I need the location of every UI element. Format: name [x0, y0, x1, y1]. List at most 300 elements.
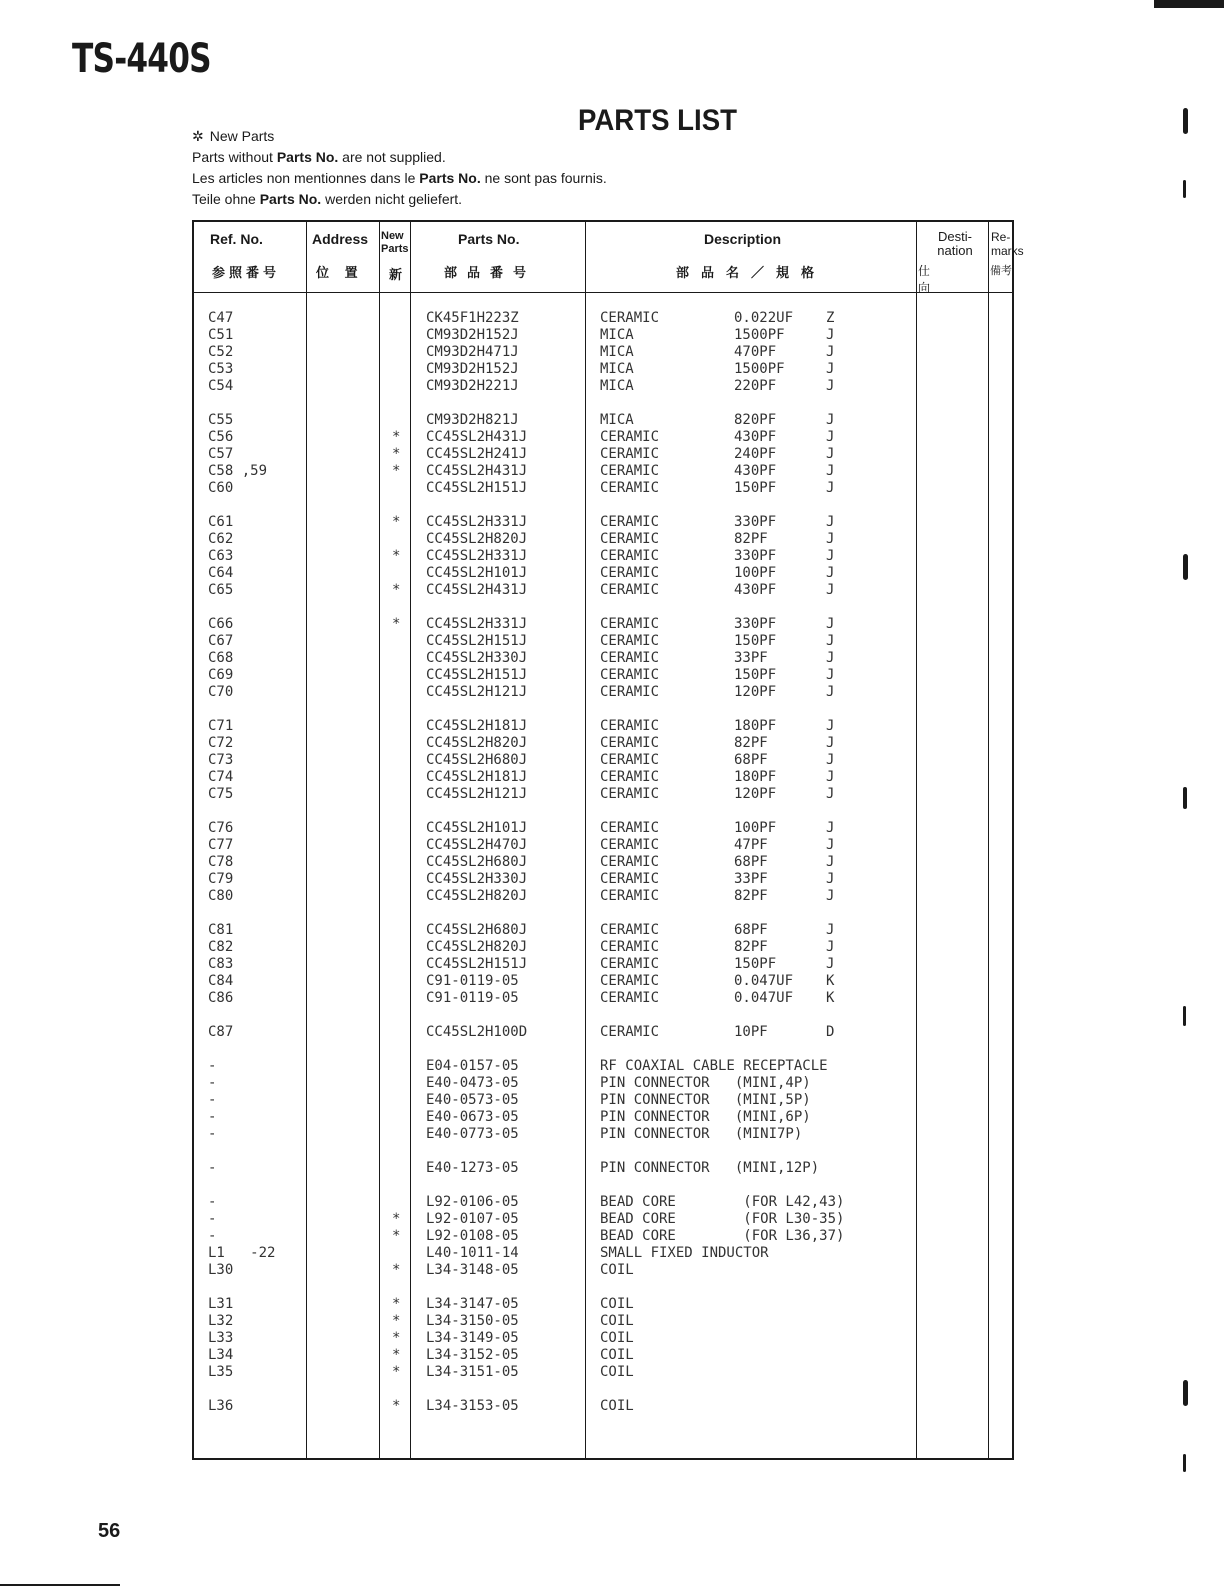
parts-no-cell: CC45SL2H431J [426, 429, 528, 445]
table-row [194, 854, 1012, 871]
table-row [194, 786, 1012, 803]
tolerance-cell: J [826, 820, 835, 836]
value-cell: 1500PF [734, 361, 785, 377]
table-row [194, 463, 1012, 480]
table-row [194, 1058, 1012, 1075]
tolerance-cell: J [826, 633, 835, 649]
parts-no-cell: E04-0157-05 [426, 1058, 519, 1074]
table-row [194, 1398, 1012, 1415]
table-row [194, 548, 1012, 565]
table-row [194, 514, 1012, 531]
parts-no-cell: CM93D2H821J [426, 412, 519, 428]
description-cell: CERAMIC [600, 667, 660, 683]
tolerance-cell: J [826, 650, 835, 666]
parts-no-cell: CK45F1H223Z [426, 310, 519, 326]
ref-no-cell: L31 [208, 1296, 234, 1312]
binding-mark [1183, 1006, 1186, 1026]
ref-no-cell: C81 [208, 922, 234, 938]
parts-no-cell: CC45SL2H181J [426, 769, 528, 785]
binding-mark [1183, 108, 1188, 134]
parts-no-cell: CC45SL2H330J [426, 871, 528, 887]
table-row [194, 922, 1012, 939]
header-destination-jp: 仕 向 [918, 264, 963, 295]
parts-no-cell: CM93D2H221J [426, 378, 519, 394]
parts-no-cell: CC45SL2H680J [426, 922, 528, 938]
tolerance-cell: Z [826, 310, 835, 326]
ref-no-cell: C68 [208, 650, 234, 666]
value-cell: 68PF [734, 752, 768, 768]
new-parts-cell: * [392, 463, 401, 479]
ref-no-cell: - [208, 1160, 217, 1176]
value-cell: 220PF [734, 378, 777, 394]
tolerance-cell: J [826, 327, 835, 343]
parts-no-cell: CC45SL2H820J [426, 939, 528, 955]
tolerance-cell: K [826, 973, 835, 989]
new-parts-cell: * [392, 1347, 401, 1363]
table-row [194, 310, 1012, 327]
description-cell: CERAMIC [600, 854, 660, 870]
description-cell: CERAMIC [600, 531, 660, 547]
value-cell: 430PF [734, 429, 777, 445]
table-row [194, 1075, 1012, 1092]
table-row [194, 956, 1012, 973]
tolerance-cell: J [826, 735, 835, 751]
description-cell: MICA [600, 378, 634, 394]
ref-no-cell: L35 [208, 1364, 234, 1380]
value-cell: 0.047UF [734, 990, 794, 1006]
description-cell: CERAMIC [600, 548, 660, 564]
tolerance-cell: K [826, 990, 835, 1006]
tolerance-cell: J [826, 888, 835, 904]
description-cell: COIL [600, 1313, 634, 1329]
ref-no-cell: C79 [208, 871, 234, 887]
parts-no-cell: L40-1011-14 [426, 1245, 519, 1261]
table-row [194, 1211, 1012, 1228]
ref-no-cell: C72 [208, 735, 234, 751]
table-row [194, 939, 1012, 956]
ref-no-cell: L30 [208, 1262, 234, 1278]
table-row [194, 1228, 1012, 1245]
parts-no-cell: CC45SL2H121J [426, 786, 528, 802]
new-parts-note [192, 126, 607, 147]
table-row [194, 1245, 1012, 1262]
description-cell: CERAMIC [600, 922, 660, 938]
ref-no-cell: C75 [208, 786, 234, 802]
description-cell: CERAMIC [600, 582, 660, 598]
new-parts-cell: * [392, 1211, 401, 1227]
notes [192, 126, 607, 210]
footer-rule [0, 1584, 120, 1586]
ref-no-cell: C69 [208, 667, 234, 683]
tolerance-cell: J [826, 752, 835, 768]
ref-no-cell: L1 -22 [208, 1245, 276, 1261]
value-cell: 330PF [734, 616, 777, 632]
table-row [194, 1126, 1012, 1143]
table-row [194, 769, 1012, 786]
header-ref-no: Ref. No. [210, 231, 263, 247]
value-cell: 100PF [734, 820, 777, 836]
model-name: TS-440S [72, 36, 211, 82]
new-parts-cell: * [392, 429, 401, 445]
parts-no-cell: CC45SL2H101J [426, 565, 528, 581]
tolerance-cell: J [826, 684, 835, 700]
value-cell: 33PF [734, 650, 768, 666]
parts-no-cell: L92-0108-05 [426, 1228, 519, 1244]
new-parts-cell: * [392, 1296, 401, 1312]
ref-no-cell: L36 [208, 1398, 234, 1414]
table-row [194, 327, 1012, 344]
new-parts-cell: * [392, 616, 401, 632]
header-parts-no: Parts No. [458, 231, 520, 247]
description-cell: CERAMIC [600, 939, 660, 955]
ref-no-cell: - [208, 1228, 217, 1244]
description-cell: CERAMIC [600, 837, 660, 853]
description-cell: CERAMIC [600, 752, 660, 768]
parts-no-cell: L34-3151-05 [426, 1364, 519, 1380]
ref-no-cell: C53 [208, 361, 234, 377]
ref-no-cell: - [208, 1075, 217, 1091]
tolerance-cell: J [826, 361, 835, 377]
value-cell: 68PF [734, 922, 768, 938]
parts-no-cell: L92-0106-05 [426, 1194, 519, 1210]
tolerance-cell: J [826, 582, 835, 598]
table-row [194, 344, 1012, 361]
new-parts-cell: * [392, 1364, 401, 1380]
parts-no-cell: CM93D2H152J [426, 327, 519, 343]
description-cell: COIL [600, 1296, 634, 1312]
value-cell: 120PF [734, 786, 777, 802]
table-row [194, 412, 1012, 429]
parts-no-cell: CC45SL2H151J [426, 667, 528, 683]
ref-no-cell: C51 [208, 327, 234, 343]
header-address-jp: 位 置 [316, 265, 364, 280]
value-cell: 33PF [734, 871, 768, 887]
ref-no-cell: C76 [208, 820, 234, 836]
table-row [194, 633, 1012, 650]
value-cell: 180PF [734, 718, 777, 734]
parts-no-cell: CC45SL2H331J [426, 548, 528, 564]
ref-no-cell: C47 [208, 310, 234, 326]
parts-no-cell: L34-3152-05 [426, 1347, 519, 1363]
ref-no-cell: L34 [208, 1347, 234, 1363]
header-address: Address [312, 231, 369, 247]
ref-no-cell: C87 [208, 1024, 234, 1040]
ref-no-cell: C58 ,59 [208, 463, 268, 479]
value-cell: 82PF [734, 735, 768, 751]
description-cell: CERAMIC [600, 684, 660, 700]
parts-no-cell: CC45SL2H680J [426, 854, 528, 870]
description-cell: COIL [600, 1347, 634, 1363]
table-row [194, 1109, 1012, 1126]
description-cell: COIL [600, 1262, 634, 1278]
new-parts-cell: * [392, 1330, 401, 1346]
binding-mark [1183, 1454, 1186, 1472]
description-cell: CERAMIC [600, 514, 660, 530]
note-line: Les articles non mentionnes dans le Parts No. ne sont pas fournis. [192, 170, 607, 186]
tolerance-cell: J [826, 531, 835, 547]
description-cell: PIN CONNECTOR (MINI,6P) [600, 1109, 811, 1125]
table-row [194, 1296, 1012, 1313]
new-parts-cell: * [392, 1398, 401, 1414]
parts-no-cell: L34-3149-05 [426, 1330, 519, 1346]
tolerance-cell: J [826, 344, 835, 360]
tolerance-cell: J [826, 922, 835, 938]
parts-no-cell: E40-0473-05 [426, 1075, 519, 1091]
value-cell: 100PF [734, 565, 777, 581]
parts-no-cell: CC45SL2H470J [426, 837, 528, 853]
ref-no-cell: - [208, 1211, 217, 1227]
ref-no-cell: C57 [208, 446, 234, 462]
description-cell: PIN CONNECTOR (MINI7P) [600, 1126, 803, 1142]
corner-mark [1154, 0, 1224, 8]
header-destination: Desti- nation [937, 229, 973, 258]
new-parts-cell: * [392, 446, 401, 462]
table-row [194, 667, 1012, 684]
table-row [194, 1092, 1012, 1109]
description-cell: CERAMIC [600, 888, 660, 904]
parts-no-cell: CC45SL2H820J [426, 531, 528, 547]
header-description-jp: 部品名／規格 [676, 265, 827, 280]
new-parts-cell: * [392, 1313, 401, 1329]
table-row [194, 752, 1012, 769]
ref-no-cell: C71 [208, 718, 234, 734]
parts-no-cell: CC45SL2H151J [426, 956, 528, 972]
ref-no-cell: C61 [208, 514, 234, 530]
value-cell: 470PF [734, 344, 777, 360]
parts-no-cell: E40-0673-05 [426, 1109, 519, 1125]
parts-no-cell: E40-0573-05 [426, 1092, 519, 1108]
ref-no-cell: C74 [208, 769, 234, 785]
note-line: Teile ohne Parts No. werden nicht geliefert. [192, 191, 463, 207]
description-cell: CERAMIC [600, 565, 660, 581]
description-cell: MICA [600, 344, 634, 360]
parts-no-cell: E40-1273-05 [426, 1160, 519, 1176]
description-cell: CERAMIC [600, 310, 660, 326]
description-cell: MICA [600, 361, 634, 377]
ref-no-cell: - [208, 1126, 217, 1142]
description-cell: BEAD CORE (FOR L42,43) [600, 1194, 845, 1210]
table-row [194, 565, 1012, 582]
parts-no-cell: CM93D2H152J [426, 361, 519, 377]
value-cell: 1500PF [734, 327, 785, 343]
binding-mark [1183, 180, 1186, 198]
parts-no-cell: CC45SL2H151J [426, 633, 528, 649]
description-cell: CERAMIC [600, 446, 660, 462]
tolerance-cell: J [826, 667, 835, 683]
ref-no-cell: C60 [208, 480, 234, 496]
binding-mark [1183, 1380, 1188, 1406]
ref-no-cell: C65 [208, 582, 234, 598]
ref-no-cell: C86 [208, 990, 234, 1006]
ref-no-cell: C55 [208, 412, 234, 428]
ref-no-cell: C77 [208, 837, 234, 853]
description-cell: PIN CONNECTOR (MINI,4P) [600, 1075, 811, 1091]
value-cell: 330PF [734, 548, 777, 564]
table-row [194, 429, 1012, 446]
page-title: PARTS LIST [578, 104, 737, 137]
ref-no-cell: L33 [208, 1330, 234, 1346]
ref-no-cell: C82 [208, 939, 234, 955]
table-row [194, 684, 1012, 701]
table-row [194, 378, 1012, 395]
header-new-parts: New Parts [381, 230, 409, 255]
description-cell: PIN CONNECTOR (MINI,12P) [600, 1160, 820, 1176]
parts-no-cell: C91-0119-05 [426, 973, 519, 989]
tolerance-cell: J [826, 837, 835, 853]
tolerance-cell: J [826, 616, 835, 632]
table-row [194, 361, 1012, 378]
description-cell: MICA [600, 327, 634, 343]
parts-no-cell: CC45SL2H820J [426, 888, 528, 904]
header-ref-no-jp: 参照番号 [212, 265, 281, 280]
tolerance-cell: J [826, 463, 835, 479]
parts-no-cell: L34-3148-05 [426, 1262, 519, 1278]
tolerance-cell: J [826, 565, 835, 581]
description-cell: CERAMIC [600, 650, 660, 666]
value-cell: 820PF [734, 412, 777, 428]
tolerance-cell: J [826, 514, 835, 530]
description-cell: COIL [600, 1330, 634, 1346]
header-divider [194, 292, 1012, 293]
description-cell: SMALL FIXED INDUCTOR [600, 1245, 769, 1261]
description-cell: CERAMIC [600, 769, 660, 785]
tolerance-cell: J [826, 786, 835, 802]
table-row [194, 446, 1012, 463]
ref-no-cell: C62 [208, 531, 234, 547]
ref-no-cell: C73 [208, 752, 234, 768]
value-cell: 330PF [734, 514, 777, 530]
new-parts-cell: * [392, 1228, 401, 1244]
new-parts-label: New Parts [209, 128, 275, 144]
table-row [194, 1024, 1012, 1041]
table-row [194, 990, 1012, 1007]
asterisk-icon: ✲ [192, 128, 204, 144]
description-cell: CERAMIC [600, 429, 660, 445]
ref-no-cell: C78 [208, 854, 234, 870]
table-row [194, 480, 1012, 497]
description-cell: CERAMIC [600, 786, 660, 802]
table-row [194, 1347, 1012, 1364]
tolerance-cell: J [826, 446, 835, 462]
new-parts-cell: * [392, 1262, 401, 1278]
parts-no-cell: CC45SL2H101J [426, 820, 528, 836]
description-cell: CERAMIC [600, 990, 660, 1006]
tolerance-cell: J [826, 769, 835, 785]
ref-no-cell: - [208, 1092, 217, 1108]
value-cell: 430PF [734, 463, 777, 479]
ref-no-cell: L32 [208, 1313, 234, 1329]
description-cell: CERAMIC [600, 718, 660, 734]
table-row [194, 1262, 1012, 1279]
parts-no-cell: L34-3153-05 [426, 1398, 519, 1414]
value-cell: 82PF [734, 939, 768, 955]
ref-no-cell: C83 [208, 956, 234, 972]
ref-no-cell: C70 [208, 684, 234, 700]
parts-no-cell: L34-3150-05 [426, 1313, 519, 1329]
table-row [194, 888, 1012, 905]
parts-no-cell: CC45SL2H330J [426, 650, 528, 666]
description-cell: CERAMIC [600, 973, 660, 989]
ref-no-cell: C54 [208, 378, 234, 394]
description-cell: CERAMIC [600, 956, 660, 972]
ref-no-cell: C56 [208, 429, 234, 445]
new-parts-cell: * [392, 582, 401, 598]
ref-no-cell: C52 [208, 344, 234, 360]
header-new-parts-jp: 新 [389, 267, 407, 282]
tolerance-cell: J [826, 429, 835, 445]
description-cell: RF COAXIAL CABLE RECEPTACLE [600, 1058, 828, 1074]
parts-no-cell: L92-0107-05 [426, 1211, 519, 1227]
parts-no-cell: CC45SL2H431J [426, 463, 528, 479]
tolerance-cell: D [826, 1024, 835, 1040]
binding-mark [1183, 554, 1188, 580]
table-row [194, 1330, 1012, 1347]
ref-no-cell: C63 [208, 548, 234, 564]
parts-no-cell: CC45SL2H121J [426, 684, 528, 700]
table-row [194, 582, 1012, 599]
description-cell: CERAMIC [600, 735, 660, 751]
header-remarks-jp: 備考 [990, 265, 1012, 277]
new-parts-cell: * [392, 548, 401, 564]
parts-no-cell: L34-3147-05 [426, 1296, 519, 1312]
table-row [194, 820, 1012, 837]
table-row [194, 871, 1012, 888]
parts-no-cell: CC45SL2H100D [426, 1024, 528, 1040]
tolerance-cell: J [826, 548, 835, 564]
ref-no-cell: C84 [208, 973, 234, 989]
table-row [194, 837, 1012, 854]
ref-no-cell: C80 [208, 888, 234, 904]
value-cell: 150PF [734, 480, 777, 496]
table-row [194, 735, 1012, 752]
tolerance-cell: J [826, 854, 835, 870]
ref-no-cell: C64 [208, 565, 234, 581]
description-cell: CERAMIC [600, 633, 660, 649]
table-row [194, 1194, 1012, 1211]
value-cell: 240PF [734, 446, 777, 462]
parts-no-cell: CM93D2H471J [426, 344, 519, 360]
description-cell: BEAD CORE (FOR L36,37) [600, 1228, 845, 1244]
parts-no-cell: C91-0119-05 [426, 990, 519, 1006]
parts-no-cell: CC45SL2H151J [426, 480, 528, 496]
description-cell: COIL [600, 1364, 634, 1380]
table-row [194, 1364, 1012, 1381]
tolerance-cell: J [826, 378, 835, 394]
value-cell: 180PF [734, 769, 777, 785]
binding-mark [1183, 787, 1187, 809]
description-cell: PIN CONNECTOR (MINI,5P) [600, 1092, 811, 1108]
ref-no-cell: C67 [208, 633, 234, 649]
value-cell: 150PF [734, 956, 777, 972]
table-row [194, 1313, 1012, 1330]
description-cell: CERAMIC [600, 463, 660, 479]
value-cell: 82PF [734, 888, 768, 904]
description-cell: CERAMIC [600, 1024, 660, 1040]
description-cell: CERAMIC [600, 616, 660, 632]
parts-table [192, 220, 1024, 1460]
tolerance-cell: J [826, 412, 835, 428]
header-parts-no-jp: 部品番号 [444, 265, 537, 280]
table-row [194, 973, 1012, 990]
ref-no-cell: - [208, 1109, 217, 1125]
value-cell: 47PF [734, 837, 768, 853]
parts-no-cell: E40-0773-05 [426, 1126, 519, 1142]
parts-no-cell: CC45SL2H331J [426, 616, 528, 632]
parts-no-cell: CC45SL2H820J [426, 735, 528, 751]
value-cell: 150PF [734, 633, 777, 649]
page-number: 56 [98, 1520, 121, 1542]
parts-no-cell: CC45SL2H680J [426, 752, 528, 768]
